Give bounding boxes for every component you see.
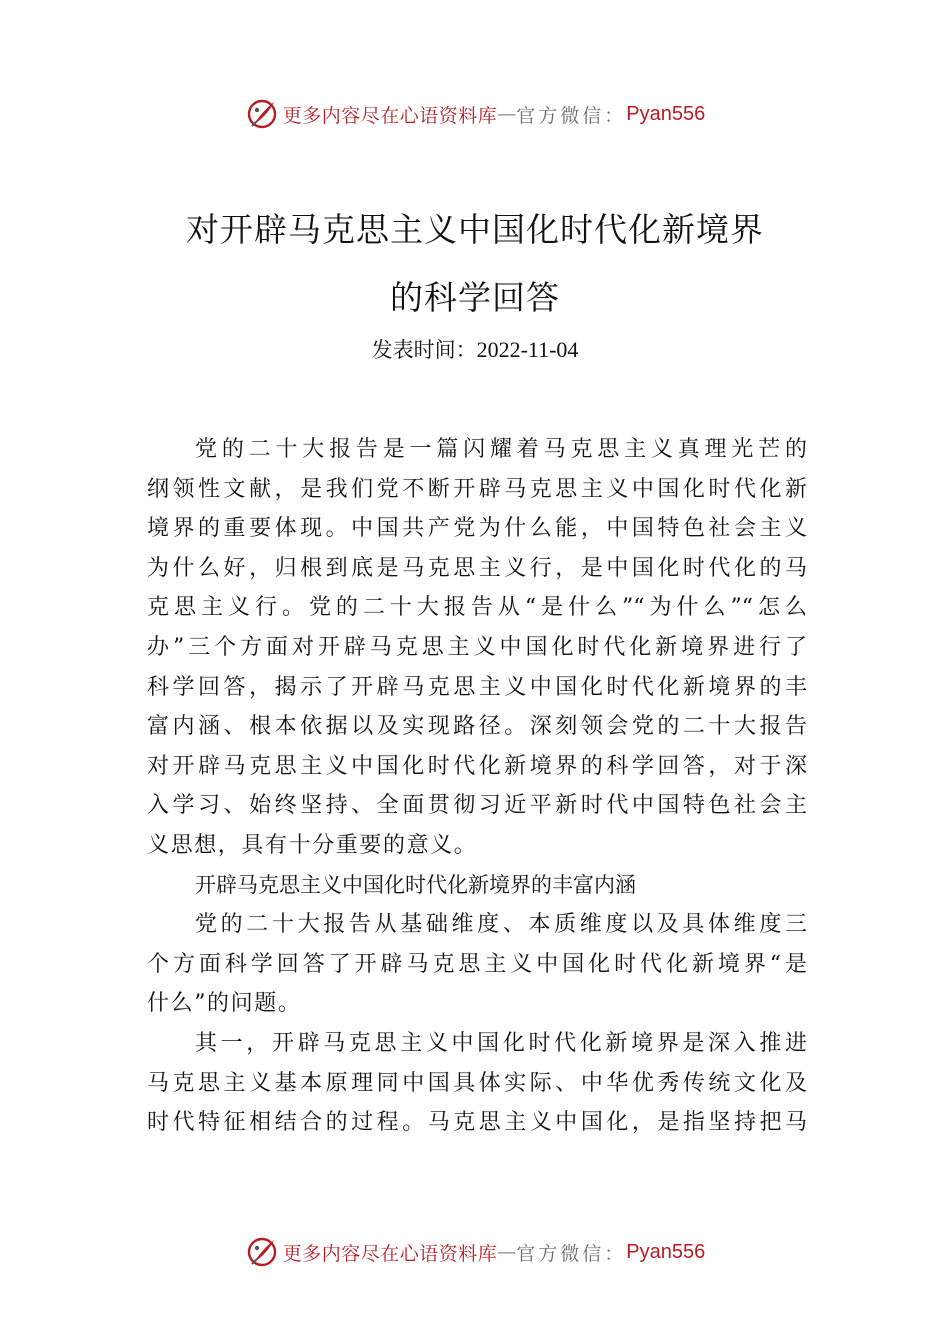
text-line: 党的二十大报告是一篇闪耀着马克思主义真理光芒的 — [195, 437, 807, 462]
text-line: 党的二十大报告从基础维度、本质维度以及具体维度三 — [195, 912, 807, 938]
watermark-label: 官方微信： — [516, 1242, 627, 1265]
section-heading: 开辟马克思主义中国化时代化新境界的丰富内涵 — [195, 872, 636, 897]
text-line: 科学回答，揭示了开辟马克思主义中国化时代化新境界的丰 — [147, 674, 807, 700]
footer-watermark — [0, 1232, 950, 1272]
text-line: 义思想，具有十分重要的意义。 — [147, 832, 478, 858]
watermark-brand-text: 更多内容尽在心语资料库 — [282, 1242, 498, 1265]
watermark-separator: — — [497, 103, 517, 125]
paragraph-1 — [147, 430, 807, 866]
text-line: 办”三个方面对开辟马克思主义中国化时代化新境界进行了 — [147, 634, 807, 660]
text-line: 境界的重要体现。中国共产党为什么能，中国特色社会主义 — [147, 516, 807, 542]
text-line: 马克思主义基本原理同中国具体实际、中华优秀传统文化及 — [147, 1070, 807, 1096]
date-label: 发表时间： — [371, 338, 477, 362]
quill-pen-logo-icon — [245, 1235, 279, 1269]
text-line: 其一，开辟马克思主义中国化时代化新境界是深入推进 — [195, 1030, 807, 1056]
article-title-line1: 对开辟马克思主义中国化时代化新境界 — [186, 210, 764, 249]
date-value: 2022-11-04 — [476, 337, 579, 362]
watermark-wechat-id: Pyan556 — [626, 102, 706, 125]
watermark-brand-text: 更多内容尽在心语资料库 — [282, 104, 498, 127]
text-line: 纲领性文献，是我们党不断开辟马克思主义中国化时代化新 — [147, 476, 807, 502]
paragraph-2 — [147, 905, 807, 1024]
text-line: 个方面科学回答了开辟马克思主义中国化时代化新境界“是 — [147, 951, 807, 977]
text-line: 克思主义行。党的二十大报告从“是什么”“为什么”“怎么 — [147, 595, 807, 621]
watermark-separator: — — [497, 1241, 517, 1263]
text-line: 什么”的问题。 — [147, 991, 302, 1017]
watermark-label: 官方微信： — [516, 104, 627, 127]
article-title-line2: 的科学回答 — [390, 278, 560, 317]
quill-pen-logo-icon — [245, 97, 279, 131]
header-watermark — [0, 94, 950, 134]
text-line: 对开辟马克思主义中国化时代化新境界的科学回答，对于深 — [147, 753, 807, 779]
watermark-wechat-id: Pyan556 — [626, 1240, 706, 1263]
paragraph-3 — [147, 1024, 807, 1143]
text-line: 为什么好，归根到底是马克思主义行，是中国化时代化的马 — [147, 555, 807, 581]
text-line: 时代特征相结合的过程。马克思主义中国化，是指坚持把马 — [147, 1110, 807, 1136]
article-body — [147, 430, 807, 1143]
text-line: 富内涵、根本依据以及实现路径。深刻领会党的二十大报告 — [147, 714, 807, 740]
text-line: 入学习、始终坚持、全面贯彻习近平新时代中国特色社会主 — [147, 793, 807, 819]
publish-date — [0, 334, 950, 364]
